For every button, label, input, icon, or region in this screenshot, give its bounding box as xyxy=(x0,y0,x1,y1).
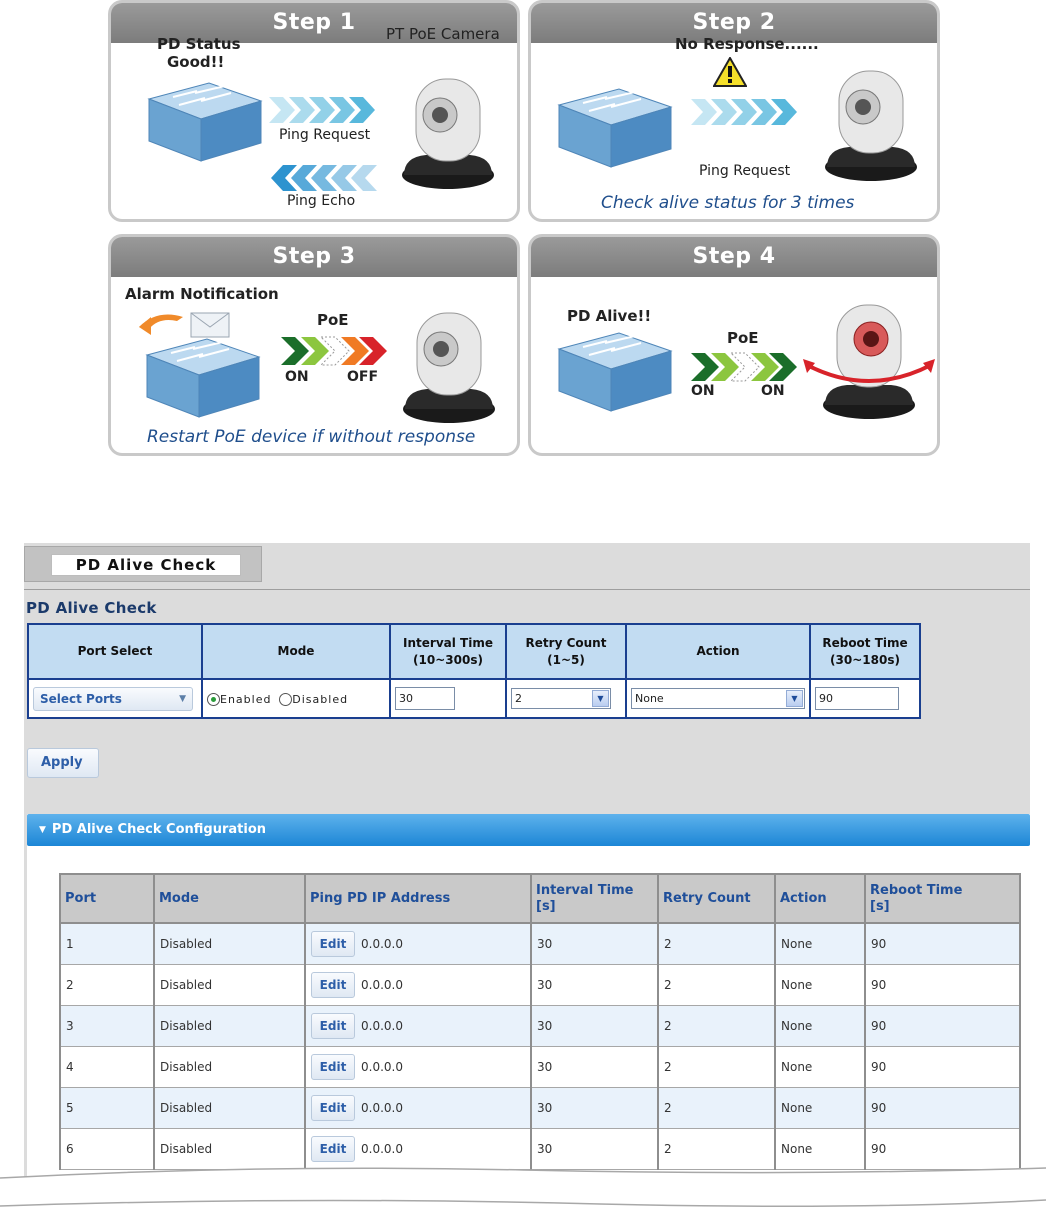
step-2-panel xyxy=(528,0,940,222)
switch-icon xyxy=(549,85,673,171)
ptz-camera-icon xyxy=(397,305,501,425)
mode-cell: Disabled xyxy=(154,1005,305,1046)
retry-cell: 2 xyxy=(658,1128,775,1169)
torn-edge xyxy=(0,1160,1046,1216)
pd-status-good-label: Good!! xyxy=(167,53,225,71)
ip-address: 0.0.0.0 xyxy=(361,1100,403,1115)
reboot-cell: 90 xyxy=(865,1128,1020,1169)
tab-label: PD Alive Check xyxy=(51,554,241,576)
poe-on-label: ON xyxy=(285,369,309,385)
tab-bar xyxy=(24,543,1030,590)
port-col-header: Port xyxy=(60,874,154,923)
interval-cell: 30 xyxy=(531,1005,658,1046)
action-header: Action xyxy=(626,624,810,679)
reboot-header xyxy=(810,624,920,679)
interval-cell: 30 xyxy=(531,964,658,1005)
retry-cell: 2 xyxy=(658,1087,775,1128)
interval-cell: 30 xyxy=(531,1128,658,1169)
edit-button[interactable]: Edit xyxy=(311,1013,355,1039)
mode-cell xyxy=(202,679,390,718)
port-select-header: Port Select xyxy=(28,624,202,679)
switch-icon xyxy=(137,335,261,421)
interval-header-line1: Interval Time xyxy=(403,635,493,650)
poe-off-label: OFF xyxy=(347,369,379,385)
mode-cell: Disabled xyxy=(154,1128,305,1169)
poe-on-label: ON xyxy=(691,383,715,399)
ping-request-label: Ping Request xyxy=(279,127,371,143)
port-cell: 2 xyxy=(60,964,154,1005)
chevron-down-icon: ▼ xyxy=(786,690,803,707)
interval-col-header xyxy=(531,874,658,923)
step-2-title: Step 2 xyxy=(531,3,937,43)
collapse-triangle-icon: ▼ xyxy=(39,825,46,835)
poe-on-label-2: ON xyxy=(761,383,785,399)
action-col-header: Action xyxy=(775,874,865,923)
interval-header-line2: (10~300s) xyxy=(413,652,483,667)
action-cell: None xyxy=(775,1128,865,1169)
edit-button[interactable]: Edit xyxy=(311,1054,355,1080)
interval-header xyxy=(390,624,506,679)
action-cell xyxy=(626,679,810,718)
ping-echo-arrows-icon xyxy=(271,163,383,193)
mode-cell: Disabled xyxy=(154,1087,305,1128)
reboot-cell: 90 xyxy=(865,1046,1020,1087)
retry-cell: 2 xyxy=(658,923,775,964)
rotating-camera-icon xyxy=(801,297,937,421)
action-cell: None xyxy=(775,1087,865,1128)
switch-icon xyxy=(139,79,263,165)
action-cell: None xyxy=(775,923,865,964)
reboot-cell: 90 xyxy=(865,1005,1020,1046)
action-select[interactable] xyxy=(631,688,805,709)
pd-alive-label: PD Alive!! xyxy=(567,307,652,325)
ip-address: 0.0.0.0 xyxy=(361,936,403,951)
mode-disabled-label: Disabled xyxy=(292,692,349,706)
action-cell: None xyxy=(775,1005,865,1046)
restart-poe-caption: Restart PoE device if without response xyxy=(147,427,476,447)
port-cell: 1 xyxy=(60,923,154,964)
mode-header: Mode xyxy=(202,624,390,679)
step-4-panel xyxy=(528,234,940,456)
ping-request-label: Ping Request xyxy=(699,163,791,179)
interval-time-input[interactable]: 30 xyxy=(395,687,455,710)
interval-col-header-line1: Interval Time xyxy=(536,882,634,898)
edit-button[interactable]: Edit xyxy=(311,972,355,998)
interval-col-header-line2: [s] xyxy=(536,898,556,914)
action-value: None xyxy=(635,692,664,705)
config-panel xyxy=(27,814,1030,1208)
ping-col-header: Ping PD IP Address xyxy=(305,874,531,923)
section-title: PD Alive Check xyxy=(26,599,157,617)
mode-enabled-label: Enabled xyxy=(220,692,272,706)
reboot-time-input[interactable]: 90 xyxy=(815,687,899,710)
port-select-cell xyxy=(28,679,202,718)
reboot-cell: 90 xyxy=(865,1087,1020,1128)
retry-count-value: 2 xyxy=(515,692,522,705)
step-1-panel xyxy=(108,0,520,222)
reboot-header-line2: (30~180s) xyxy=(830,652,900,667)
action-cell: None xyxy=(775,1046,865,1087)
port-cell: 5 xyxy=(60,1087,154,1128)
no-response-label: No Response...... xyxy=(675,35,819,53)
poe-on-off-arrows-icon xyxy=(281,335,391,367)
apply-button[interactable]: Apply xyxy=(27,748,99,778)
retry-cell: 2 xyxy=(658,964,775,1005)
warning-icon xyxy=(713,57,747,87)
select-ports-button[interactable] xyxy=(33,687,193,711)
port-cell: 3 xyxy=(60,1005,154,1046)
alarm-notification-label: Alarm Notification xyxy=(125,285,279,303)
port-status-table xyxy=(59,873,1021,1170)
reboot-col-header-line2: [s] xyxy=(870,898,890,914)
select-ports-label: Select Ports xyxy=(40,691,122,706)
config-table xyxy=(27,623,921,719)
retry-header-line1: Retry Count xyxy=(525,635,607,650)
poe-label: PoE xyxy=(317,311,349,329)
ip-address: 0.0.0.0 xyxy=(361,1018,403,1033)
ip-address: 0.0.0.0 xyxy=(361,977,403,992)
retry-cell xyxy=(506,679,626,718)
step-4-title: Step 4 xyxy=(531,237,937,277)
edit-button[interactable]: Edit xyxy=(311,1095,355,1121)
ping-cell xyxy=(305,1046,531,1087)
table-row xyxy=(60,1005,1020,1046)
panel-title: PD Alive Check Configuration xyxy=(51,822,267,837)
tab-pd-alive-check[interactable] xyxy=(24,546,262,582)
edit-button[interactable]: Edit xyxy=(311,931,355,957)
ping-cell xyxy=(305,964,531,1005)
pd-alive-check-diagram xyxy=(108,0,940,458)
table-row xyxy=(60,1087,1020,1128)
mode-cell: Disabled xyxy=(154,964,305,1005)
reboot-col-header xyxy=(865,874,1020,923)
table-row xyxy=(60,1046,1020,1087)
chevron-down-icon: ▼ xyxy=(592,690,609,707)
ptz-camera-icon xyxy=(819,63,923,183)
reboot-header-line1: Reboot Time xyxy=(822,635,908,650)
table-row xyxy=(60,923,1020,964)
check-alive-caption: Check alive status for 3 times xyxy=(601,193,855,213)
retry-count-select[interactable] xyxy=(511,688,611,709)
ping-request-arrows-icon xyxy=(691,97,803,127)
reboot-cell: 90 xyxy=(865,923,1020,964)
retry-header xyxy=(506,624,626,679)
table-row xyxy=(60,964,1020,1005)
ping-cell xyxy=(305,923,531,964)
edit-button[interactable]: Edit xyxy=(311,1136,355,1162)
panel-header[interactable] xyxy=(27,814,1030,846)
camera-label: PT PoE Camera xyxy=(386,25,500,43)
chevron-down-icon: ▼ xyxy=(179,693,186,704)
poe-label: PoE xyxy=(727,329,759,347)
ping-cell xyxy=(305,1005,531,1046)
interval-cell: 30 xyxy=(531,1046,658,1087)
reboot-cell xyxy=(810,679,920,718)
pd-status-label: PD Status xyxy=(157,35,241,53)
port-cell: 4 xyxy=(60,1046,154,1087)
action-cell: None xyxy=(775,964,865,1005)
mode-enabled-radio[interactable] xyxy=(207,693,220,706)
step-3-title: Step 3 xyxy=(111,237,517,277)
reboot-col-header-line1: Reboot Time xyxy=(870,882,963,898)
reboot-cell: 90 xyxy=(865,964,1020,1005)
retry-cell: 2 xyxy=(658,1046,775,1087)
retry-header-line2: (1~5) xyxy=(547,652,585,667)
retry-cell: 2 xyxy=(658,1005,775,1046)
interval-cell: 30 xyxy=(531,1087,658,1128)
switch-icon xyxy=(549,329,673,415)
ptz-camera-icon xyxy=(396,71,500,191)
ping-cell xyxy=(305,1087,531,1128)
ip-address: 0.0.0.0 xyxy=(361,1059,403,1074)
mode-col-header: Mode xyxy=(154,874,305,923)
ping-echo-label: Ping Echo xyxy=(287,193,356,209)
mode-disabled-radio[interactable] xyxy=(279,693,292,706)
interval-cell xyxy=(390,679,506,718)
step-3-panel xyxy=(108,234,520,456)
retry-col-header: Retry Count xyxy=(658,874,775,923)
poe-on-on-arrows-icon xyxy=(691,351,801,383)
pd-alive-check-page xyxy=(24,543,1030,1208)
mode-cell: Disabled xyxy=(154,1046,305,1087)
port-cell: 6 xyxy=(60,1128,154,1169)
step-1-title: Step 1 xyxy=(111,3,517,43)
ip-address: 0.0.0.0 xyxy=(361,1141,403,1156)
mode-cell: Disabled xyxy=(154,923,305,964)
interval-cell: 30 xyxy=(531,923,658,964)
ping-request-arrows-icon xyxy=(269,95,381,125)
